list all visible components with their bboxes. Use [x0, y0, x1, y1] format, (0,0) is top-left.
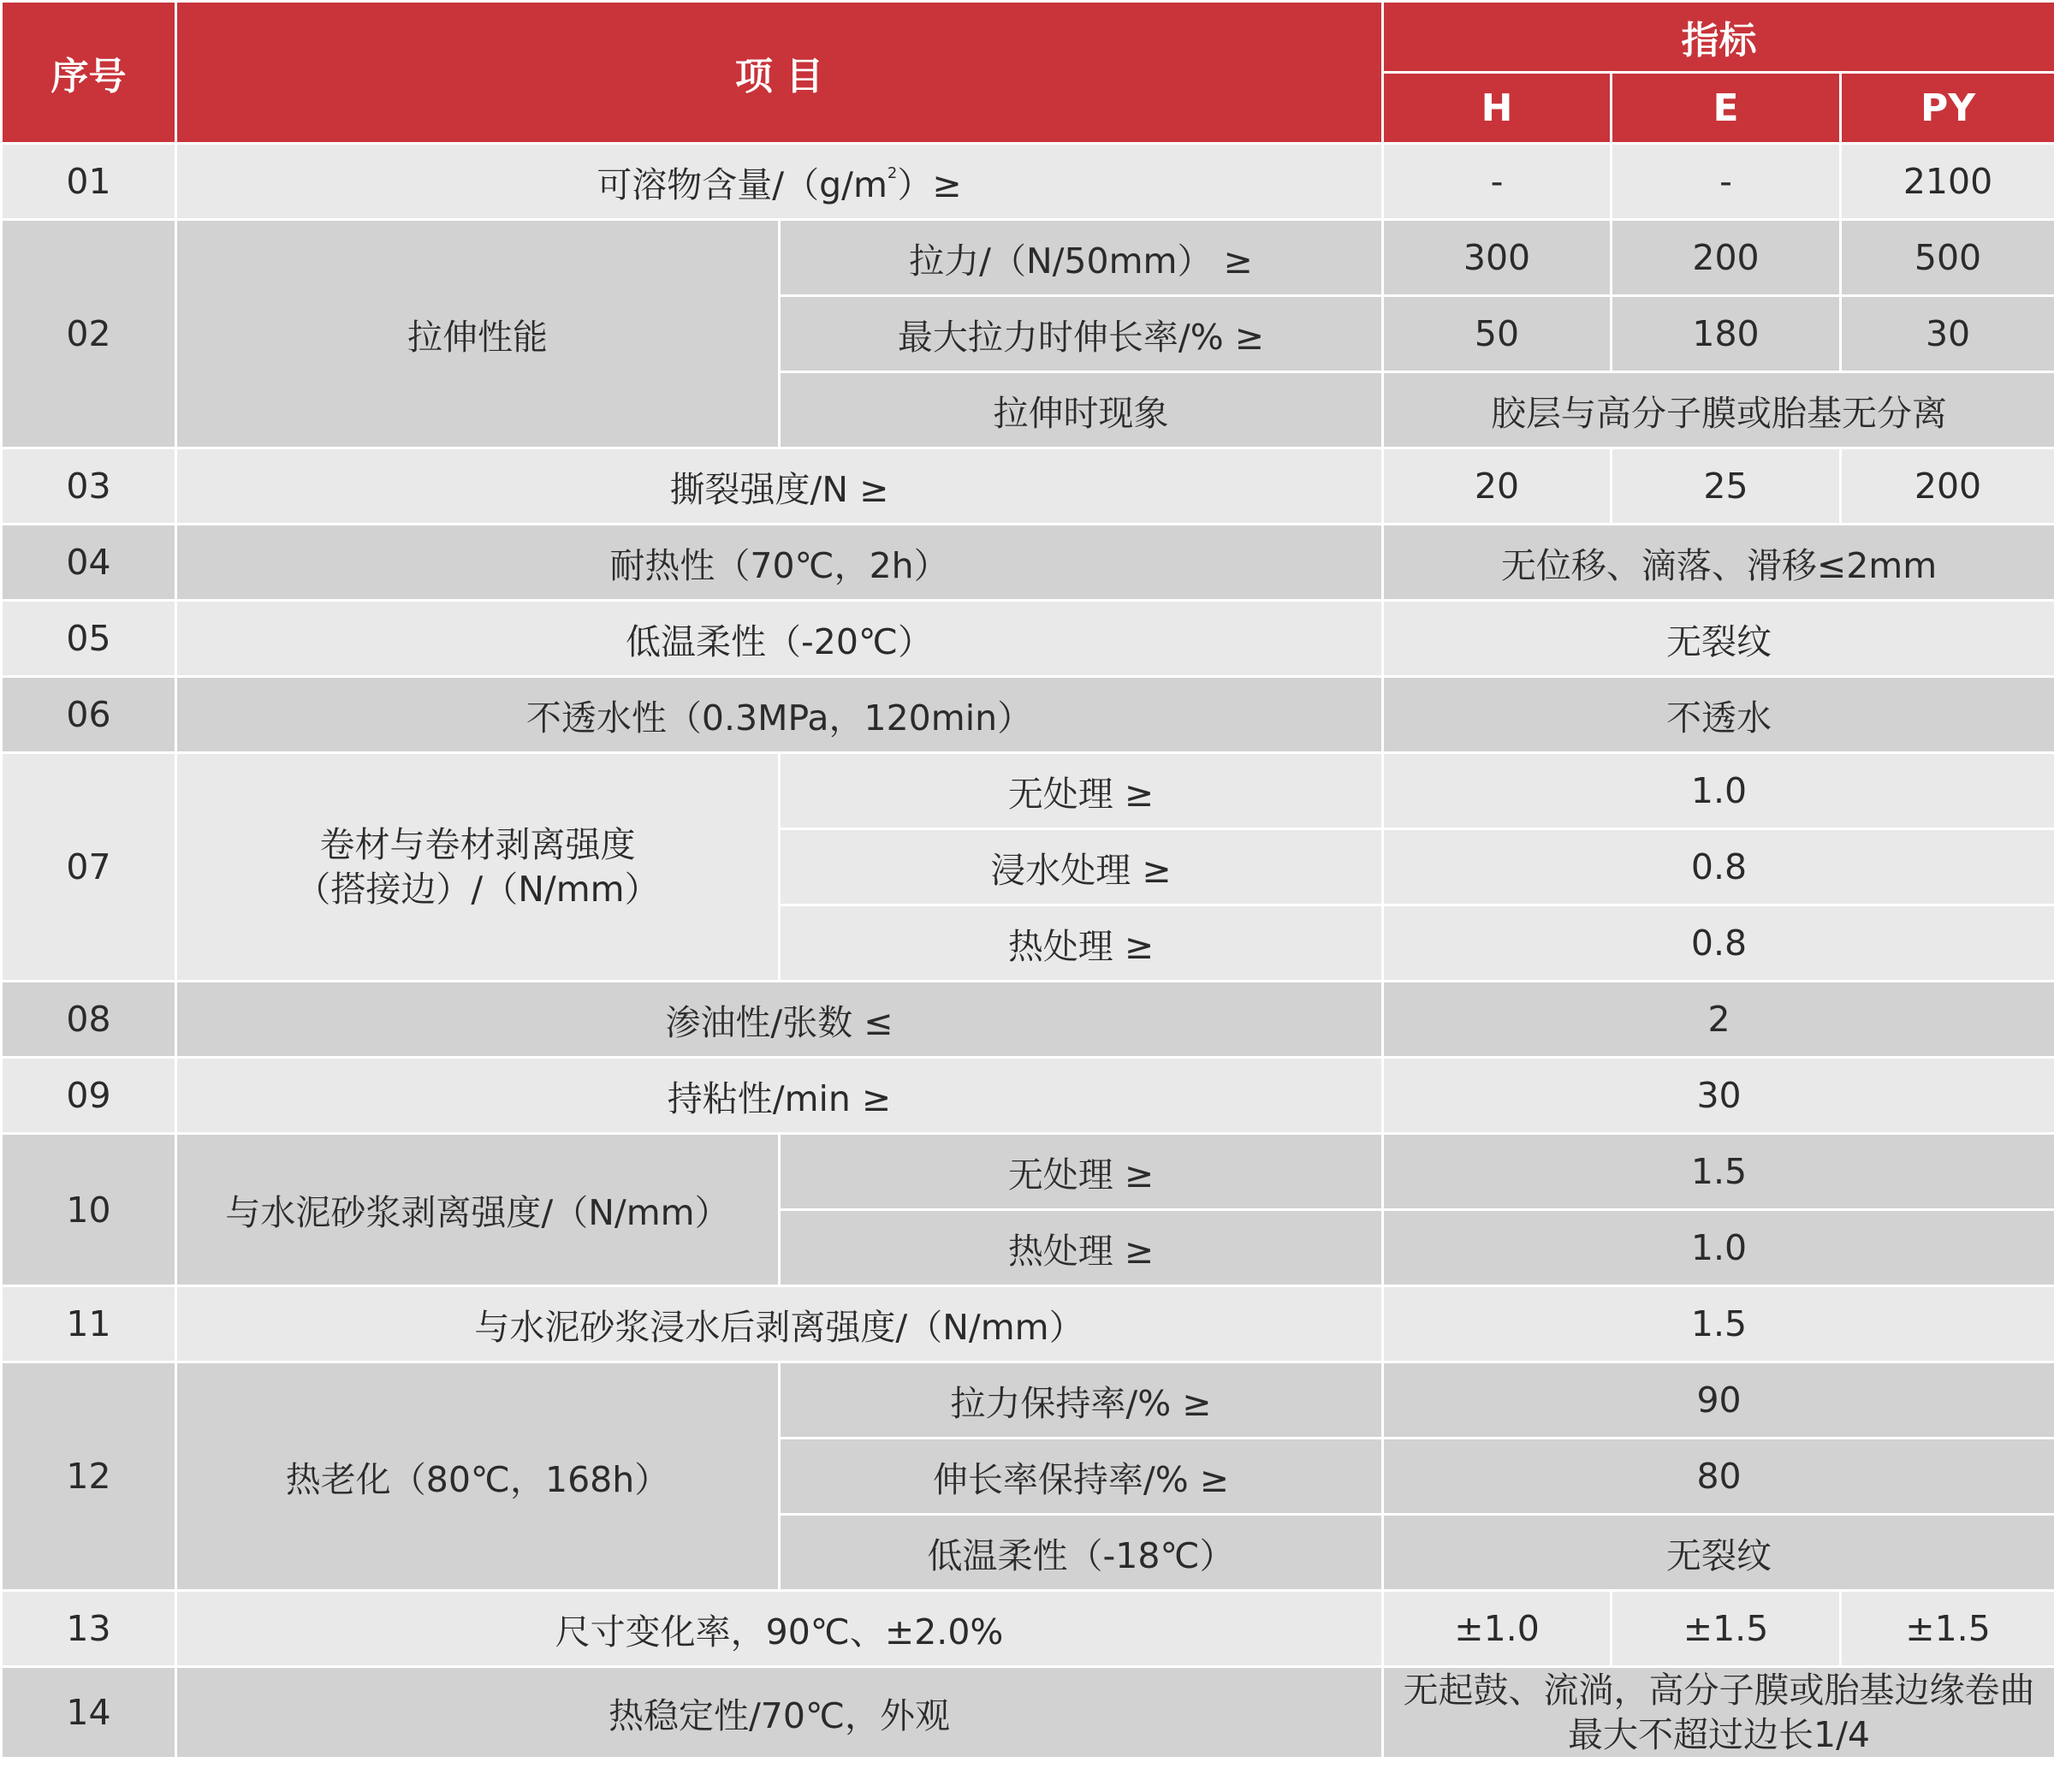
- value-merged: 90: [1383, 1362, 2054, 1439]
- row-seq: 12: [2, 1362, 176, 1591]
- sub-item: 无处理 ≥: [780, 753, 1383, 829]
- value-merged: 不透水: [1383, 677, 2054, 753]
- row-item: 与水泥砂浆剥离强度/（N/mm）: [176, 1134, 780, 1286]
- value-py: ±1.5: [1841, 1591, 2054, 1667]
- item-text: 可溶物含量/（g/m: [597, 163, 887, 205]
- row-item: 拉伸性能: [176, 220, 780, 448]
- sub-item: 浸水处理 ≥: [780, 829, 1383, 905]
- table-row: [2, 753, 2054, 829]
- value-h: 50: [1383, 296, 1612, 372]
- value-merged: 无位移、滴落、滑移≤2mm: [1383, 525, 2054, 601]
- sub-item: 拉力/（N/50mm） ≥: [780, 220, 1383, 296]
- sub-item: 最大拉力时伸长率/% ≥: [780, 296, 1383, 372]
- header-col-e: E: [1612, 73, 1841, 144]
- value-merged: 1.5: [1383, 1134, 2054, 1210]
- row-item: 与水泥砂浆浸水后剥离强度/（N/mm）: [176, 1286, 1383, 1362]
- header-item: 项 目: [176, 2, 1383, 144]
- value-h: 20: [1383, 448, 1612, 525]
- sub-item: 无处理 ≥: [780, 1134, 1383, 1210]
- sub-item: 热处理 ≥: [780, 1210, 1383, 1286]
- row-seq: 02: [2, 220, 176, 448]
- value-merged: 1.0: [1383, 753, 2054, 829]
- row-item: [176, 144, 1383, 220]
- value-merged: 胶层与高分子膜或胎基无分离: [1383, 372, 2054, 448]
- row-seq: 14: [2, 1667, 176, 1759]
- value-merged: 1.0: [1383, 1210, 2054, 1286]
- value-e: 200: [1612, 220, 1841, 296]
- row-item: 持粘性/min ≥: [176, 1058, 1383, 1134]
- value-e: 25: [1612, 448, 1841, 525]
- sub-item: 低温柔性（-18℃）: [780, 1515, 1383, 1591]
- value-merged: 0.8: [1383, 829, 2054, 905]
- value-merged: 无裂纹: [1383, 601, 2054, 677]
- sub-item: 伸长率保持率/% ≥: [780, 1439, 1383, 1515]
- value-e: 180: [1612, 296, 1841, 372]
- table-row: [2, 1058, 2054, 1134]
- table-row: [2, 677, 2054, 753]
- value-merged: 2: [1383, 982, 2054, 1058]
- row-seq: 03: [2, 448, 176, 525]
- table-row: [2, 601, 2054, 677]
- row-seq: 06: [2, 677, 176, 753]
- row-seq: 04: [2, 525, 176, 601]
- value-e: ±1.5: [1612, 1591, 1841, 1667]
- value-h: -: [1383, 144, 1612, 220]
- header-seq: 序号: [2, 2, 176, 144]
- value-py: 200: [1841, 448, 2054, 525]
- row-item: 热老化（80℃，168h）: [176, 1362, 780, 1591]
- item-text-end: ）≥: [897, 163, 962, 205]
- table-row: [2, 1134, 2054, 1210]
- value-h: ±1.0: [1383, 1591, 1612, 1667]
- table-row: [2, 1667, 2054, 1759]
- row-seq: 08: [2, 982, 176, 1058]
- value-merged: 80: [1383, 1439, 2054, 1515]
- row-item: 热稳定性/70℃，外观: [176, 1667, 1383, 1759]
- sub-item: 拉伸时现象: [780, 372, 1383, 448]
- row-item: 不透水性（0.3MPa，120min）: [176, 677, 1383, 753]
- table-row: [2, 220, 2054, 296]
- value-line-2: 最大不超过边长1/4: [1568, 1714, 1871, 1755]
- row-item: [176, 753, 780, 982]
- row-item: 耐热性（70℃，2h）: [176, 525, 1383, 601]
- header-col-h: H: [1383, 73, 1612, 144]
- value-merged: 无裂纹: [1383, 1515, 2054, 1591]
- sub-item: 热处理 ≥: [780, 905, 1383, 982]
- table-row: [2, 144, 2054, 220]
- row-seq: 13: [2, 1591, 176, 1667]
- table-row: [2, 982, 2054, 1058]
- row-item: 撕裂强度/N ≥: [176, 448, 1383, 525]
- value-merged: 30: [1383, 1058, 2054, 1134]
- value-py: 30: [1841, 296, 2054, 372]
- row-seq: 10: [2, 1134, 176, 1286]
- table-row: [2, 448, 2054, 525]
- table-row: [2, 1591, 2054, 1667]
- row-seq: 01: [2, 144, 176, 220]
- value-py: 500: [1841, 220, 2054, 296]
- row-seq: 07: [2, 753, 176, 982]
- value-merged: 1.5: [1383, 1286, 2054, 1362]
- value-h: 300: [1383, 220, 1612, 296]
- header-index: 指标: [1383, 2, 2054, 73]
- superscript: 2: [887, 163, 898, 182]
- table-row: [2, 1286, 2054, 1362]
- value-py: 2100: [1841, 144, 2054, 220]
- row-seq: 11: [2, 1286, 176, 1362]
- table-header: [2, 2, 2054, 144]
- row-item: 尺寸变化率，90℃、±2.0%: [176, 1591, 1383, 1667]
- value-merged: 0.8: [1383, 905, 2054, 982]
- item-line-1: 卷材与卷材剥离强度: [319, 824, 636, 865]
- value-merged: [1383, 1667, 2054, 1759]
- header-col-py: PY: [1841, 73, 2054, 144]
- row-seq: 09: [2, 1058, 176, 1134]
- table-row: [2, 525, 2054, 601]
- row-item: 低温柔性（-20℃）: [176, 601, 1383, 677]
- table-row: [2, 1362, 2054, 1439]
- row-item: 渗油性/张数 ≤: [176, 982, 1383, 1058]
- sub-item: 拉力保持率/% ≥: [780, 1362, 1383, 1439]
- value-e: -: [1612, 144, 1841, 220]
- item-line-2: （搭接边）/（N/mm）: [295, 869, 660, 910]
- value-line-1: 无起鼓、流淌，高分子膜或胎基边缘卷曲: [1403, 1670, 2035, 1711]
- row-seq: 05: [2, 601, 176, 677]
